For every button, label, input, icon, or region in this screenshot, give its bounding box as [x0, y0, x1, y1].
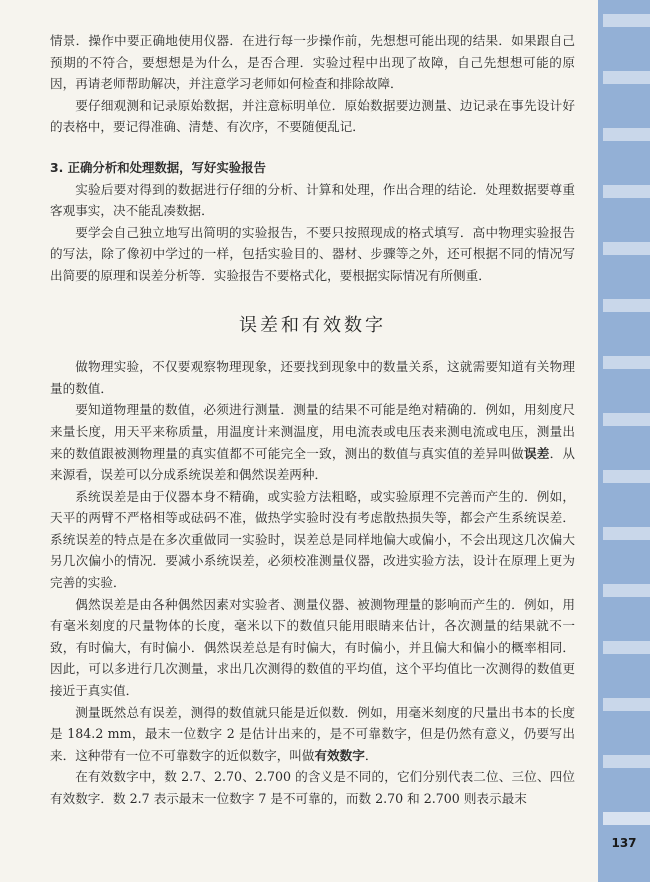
side-tab — [603, 641, 650, 654]
section-heading-3: 3. 正确分析和处理数据，写好实验报告 — [50, 159, 266, 175]
section-title: 误差和有效数字 — [239, 314, 386, 336]
side-tab — [603, 185, 650, 198]
para9-text-a: 测量既然总有误差，测得的数值就只能是近似数．例如，用毫米刻度的尺量出书本的长度是 184.2 mm，最末一位数字 2 是估计出来的，是不可靠数字，但是仍然有意义，仍要写出来．这种带有一位不可靠数字的近似数字，叫做 — [50, 704, 575, 763]
paragraph-random-error: 偶然误差是由各种偶然因素对实验者、测量仪器、被测物理量的影响而产生的．例如，用有毫米刻度的尺量物体的长度，毫米以下的数值只能用眼睛来估计，各次测量的结果就不一致，有时偏大，有时偏小．偶然误差总是有时偏大，有时偏小，并且偏大和偏小的概率相同．因此，可以多进行几次测量，求出几次测得的数值的平均值，这个平均值比一次测得的数值更接近于真实值． — [50, 596, 575, 699]
para6-text-a: 要知道物理量的数值，必须进行测量．测量的结果不可能是绝对精确的．例如，用刻度尺来量长度，用天平来称质量，用温度计来测温度，用电流表或电压表来测电流或电压，测量出来的数值跟被测物理量的真实值都不可能完全一致，测出的数值与真实值的差异叫做 — [50, 402, 575, 461]
side-tab — [603, 356, 650, 369]
paragraph-systematic-error: 系统误差是由于仪器本身不精确，或实验方法粗略，或实验原理不完善而产生的．例如，天平的两臂不严格相等或砝码不准，做热学实验时没有考虑散热损失等，都会产生系统误差．系统误差的特点是在多次重做同一实验时，误差总是同样地偏大或偏小，不会出现这几次偏大另几次偏小的情况．要减小系统误差，必须校准测量仪器，改进实验方法，设计在原理上更为完善的实验． — [50, 488, 575, 591]
side-tab — [603, 242, 650, 255]
side-tab — [603, 584, 650, 597]
paragraph-error-definition — [50, 399, 575, 485]
page-content — [50, 30, 575, 810]
paragraph-record-data: 要仔细观测和记录原始数据，并注意标明单位．原始数据要边测量、边记录在事先设计好的表格中，要记得准确、清楚、有次序，不要随便乱记． — [50, 97, 575, 135]
side-tab-page-number — [603, 812, 650, 825]
para9-text-b: ． — [364, 747, 378, 763]
page-number: 137 — [611, 836, 637, 850]
side-tab — [603, 413, 650, 426]
side-tab — [603, 698, 650, 711]
side-tab — [603, 71, 650, 84]
para6-text-b: ．从来源看，误差可以分成系统误差和偶然误差两种． — [50, 445, 576, 483]
paragraph-report: 要学会自己独立地写出简明的实验报告，不要只按照现成的格式填写．高中物理实验报告的写法，除了像初中学过的一样，包括实验目的、器材、步骤等之外，还可根据不同的情况写出简要的原理和误差分析等．实验报告不要格式化，要根据实际情况有所侧重． — [50, 224, 575, 283]
paragraph-significant-figures-example: 在有效数字中，数 2.7、2.70、2.700 的含义是不同的，它们分别代表二位、三位、四位有效数字．数 2.7 表示最末一位数字 7 是不可靠的，而数 2.70 和 2.700 则表示最末 — [50, 769, 575, 806]
side-tab — [603, 527, 650, 540]
side-tab — [603, 755, 650, 768]
side-tab — [603, 14, 650, 27]
side-tab — [603, 470, 650, 483]
side-tab — [603, 128, 650, 141]
side-tab — [603, 299, 650, 312]
paragraph-intro: 做物理实验，不仅要观察物理现象，还要找到现象中的数量关系，这就需要知道有关物理量的数值． — [50, 359, 575, 396]
paragraph-process-data: 实验后要对得到的数据进行仔细的分析、计算和处理，作出合理的结论．处理数据要尊重客观事实，决不能乱凑数据． — [50, 181, 575, 219]
paragraph-operation: 情景．操作中要正确地使用仪器．在进行每一步操作前，先想想可能出现的结果．如果跟自己预期的不符合，要想想是为什么，是否合理．实验过程中出现了故障，自己先想想可能的原因，再请老师帮助解决，并注意学习老师如何检查和排除故障． — [50, 33, 575, 92]
term-error: 误差 — [523, 445, 550, 461]
term-significant-figures: 有效数字 — [314, 747, 365, 763]
paragraph-significant-figures — [50, 702, 575, 767]
